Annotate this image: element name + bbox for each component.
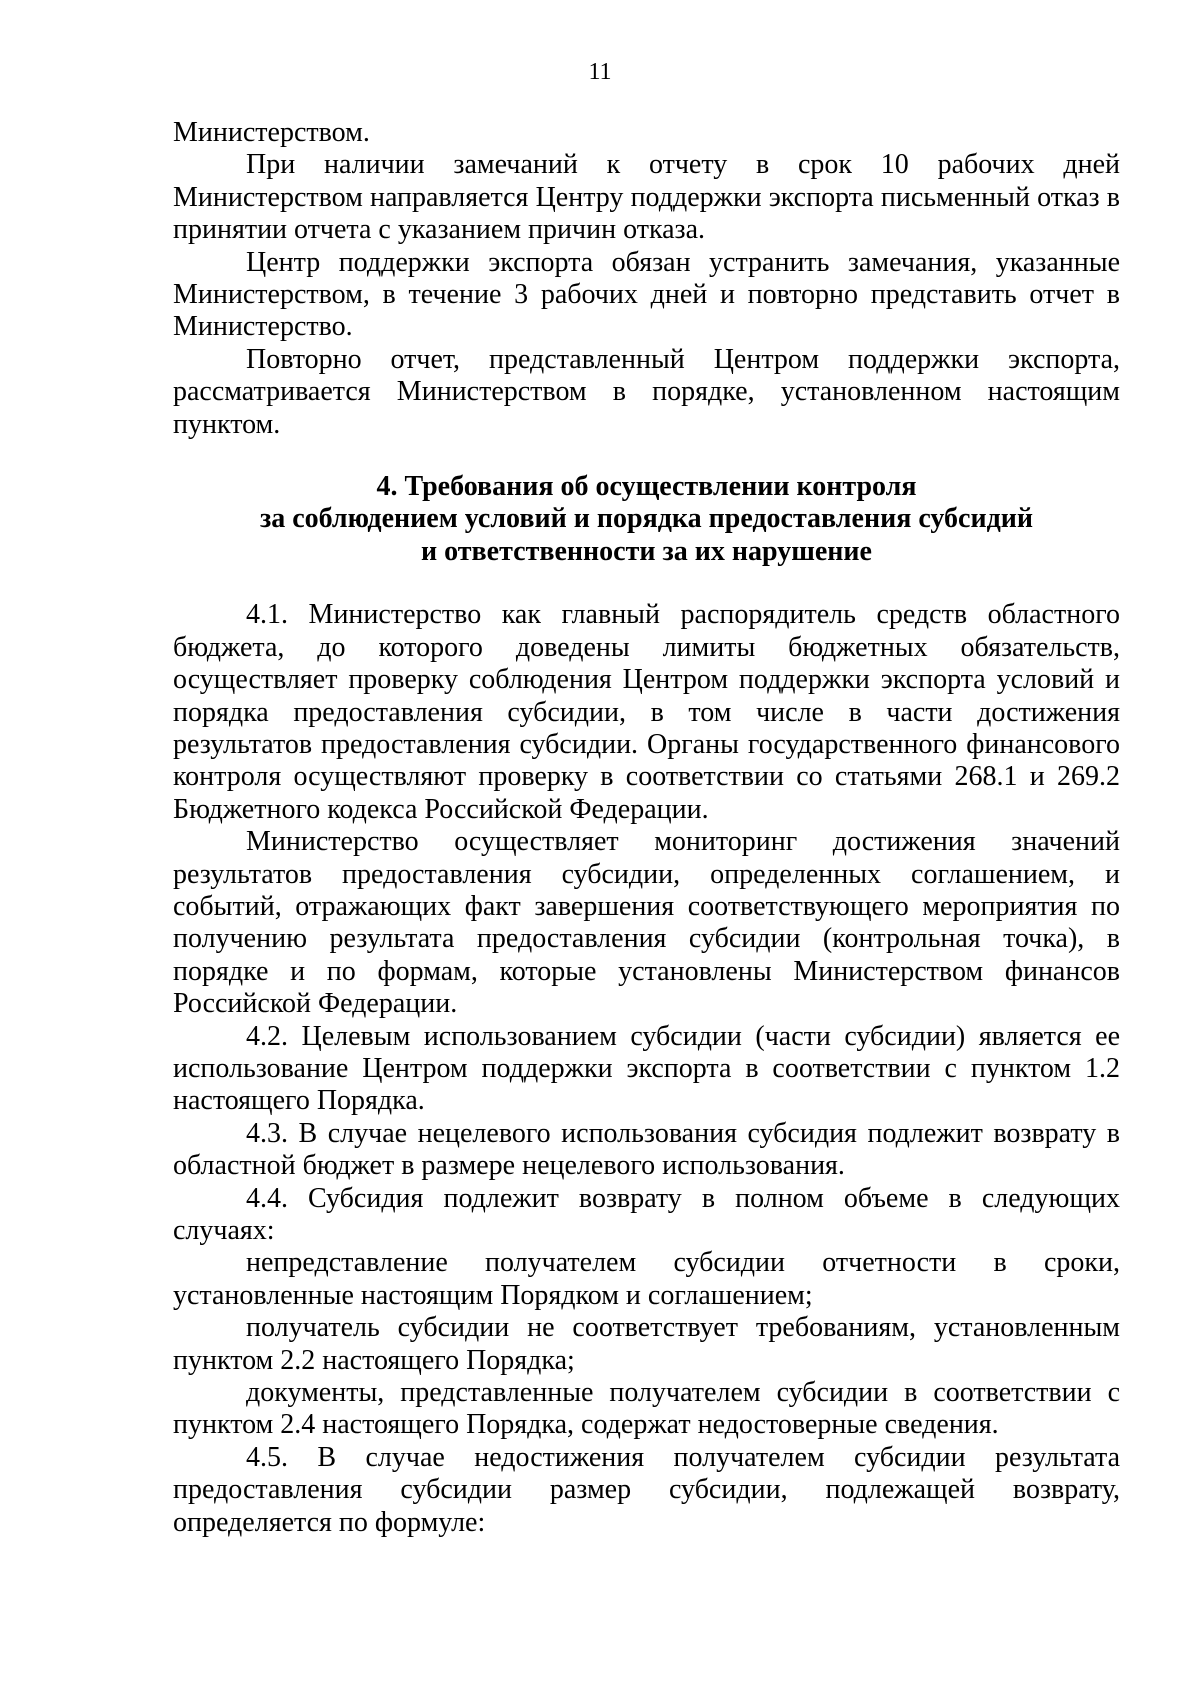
section-heading-line-2: за соблюдением условий и порядка предоставления субсидий [259,503,1034,535]
page-number: 11 [588,59,612,85]
list-item-false-documents: документы, представленные получателем субсидии в соответствии с пунктом 2.4 настоящего Порядка, содержат недостоверные сведения. [173,1377,1120,1441]
paragraph-repeated-report: Повторно отчет, представленный Центром поддержки экспорта, рассматривается Министерством в порядке, установленном настоящим пунктом. [173,343,1120,440]
list-item-requirements: получатель субсидии не соответствует требованиям, установленным пунктом 2.2 настоящего Порядка; [173,1312,1120,1376]
paragraph-monitoring: Министерство осуществляет мониторинг достижения значений результатов предоставления субсидии, определенных соглашением, и событий, отражающих факт завершения соответствующего мероприятия по получению результата предоставления субсидии (контрольная точка), в порядке и по формам, которые установлены Министерством финансов Российской Федерации. [173,826,1120,1020]
paragraph-eliminate-remarks: Центр поддержки экспорта обязан устранить замечания, указанные Министерством, в течение 3 рабочих дней и повторно представить отчет в Министерство. [173,246,1120,343]
paragraph-4-5: 4.5. В случае недостижения получателем субсидии результата предоставления субсидии размер субсидии, подлежащей возврату, определяется по формуле: [173,1441,1120,1538]
document-body [173,117,1120,1539]
paragraph-4-4: 4.4. Субсидия подлежит возврату в полном объеме в следующих случаях: [173,1182,1120,1246]
paragraph-continuation: Министерством. [173,117,370,148]
list-item-non-submission: непредставление получателем субсидии отчетности в сроки, установленные настоящим Порядком и соглашением; [173,1247,1120,1311]
paragraph-remarks-refusal: При наличии замечаний к отчету в срок 10 рабочих дней Министерством направляется Центру поддержки экспорта письменный отказ в принятии отчета с указанием причин отказа. [173,149,1120,246]
paragraph-4-2: 4.2. Целевым использованием субсидии (части субсидии) является ее использование Центром поддержки экспорта в соответствии с пунктом 1.2 настоящего Порядка. [173,1020,1120,1117]
section-heading [173,471,1120,568]
section-heading-line-3: и ответственности за их нарушение [421,535,872,567]
paragraph-4-1: 4.1. Министерство как главный распорядитель средств областного бюджета, до которого доведены лимиты бюджетных обязательств, осуществляет проверку соблюдения Центром поддержки экспорта условий и порядка предоставления субсидии, в том числе в части достижения результатов предоставления субсидии. Органы государственного финансового контроля осуществляют проверку в соответствии со статьями 268.1 и 269.2 Бюджетного кодекса Российской Федерации. [173,599,1120,825]
section-heading-line-1: 4. Требования об осуществлении контроля [376,471,917,503]
paragraph-4-3: 4.3. В случае нецелевого использования субсидия подлежит возврату в областной бюджет в размере нецелевого использования. [173,1117,1120,1182]
